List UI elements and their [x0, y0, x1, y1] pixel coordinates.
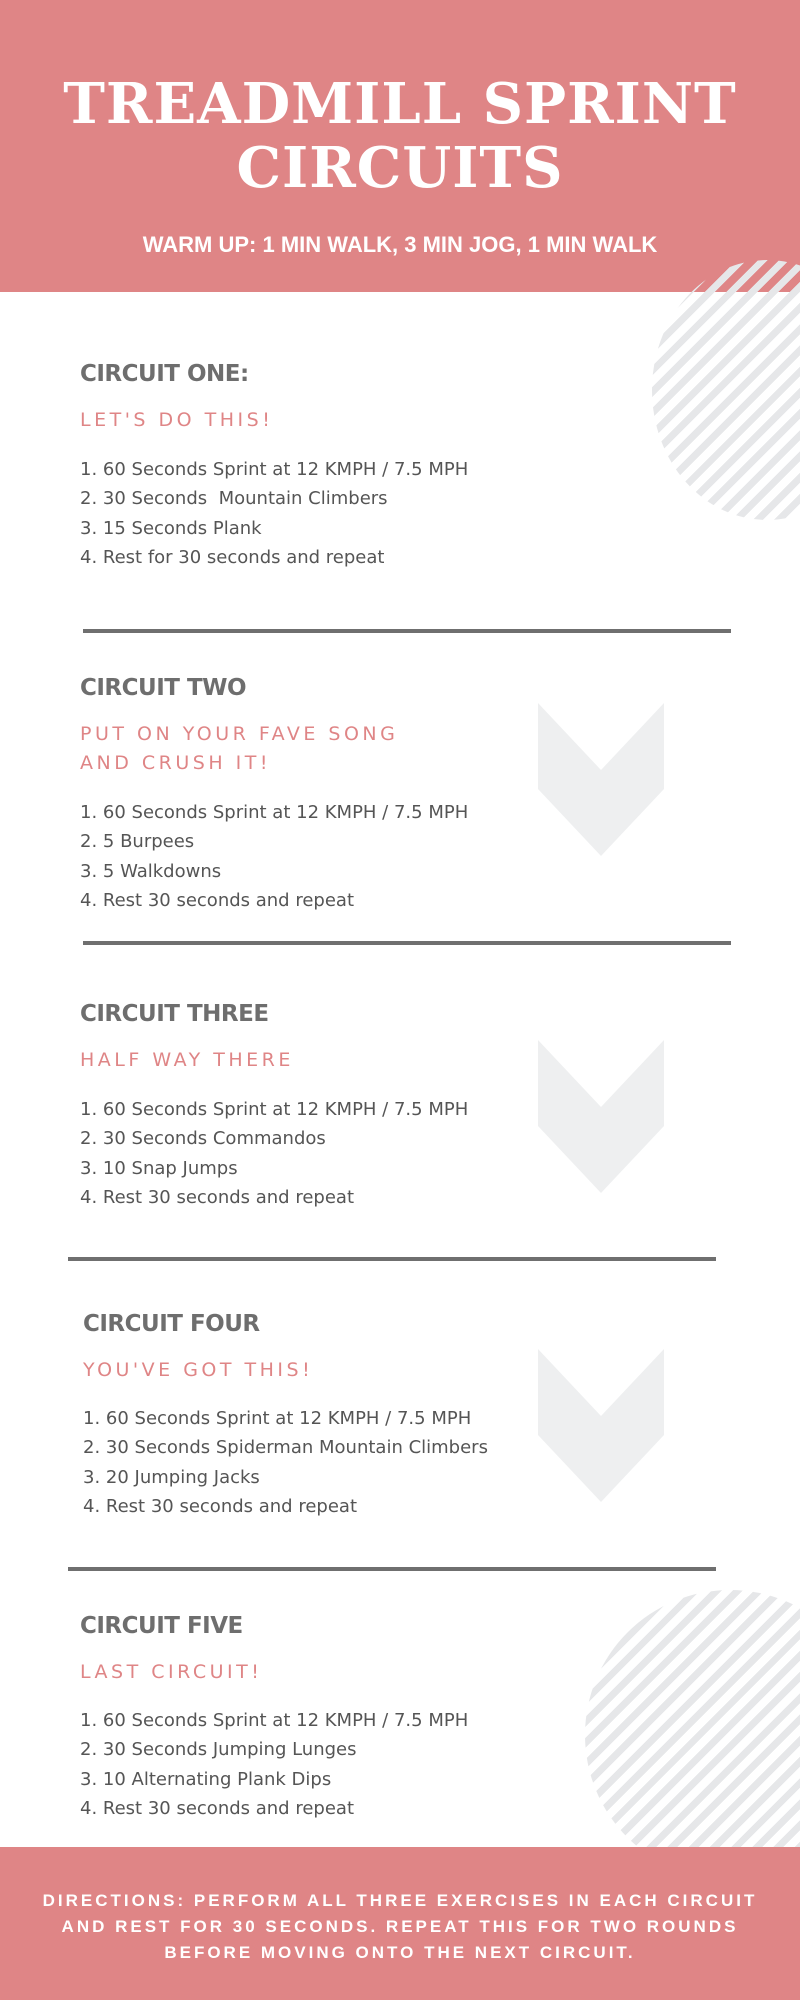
circuit-3-exercise-list [80, 1095, 468, 1212]
list-item: 4. Rest 30 seconds and repeat [80, 1797, 354, 1819]
list-item: 4. Rest 30 seconds and repeat [80, 889, 354, 911]
list-item: 1. 60 Seconds Sprint at 12 KMPH / 7.5 MPH [80, 802, 469, 823]
striped-circle-decoration-bottom [585, 1590, 800, 1880]
circuit-2-exercise-list [80, 798, 468, 915]
circuit-2-tagline-line-1: PUT ON YOUR FAVE SONG [80, 723, 399, 745]
list-item: 2. 30 Seconds Mountain Climbers [80, 488, 388, 510]
section-divider [68, 1567, 716, 1571]
section-divider [68, 1257, 716, 1261]
page-title [0, 72, 800, 200]
circuit-3-tagline: HALF WAY THERE [80, 1049, 294, 1071]
chevron-down-icon [538, 1349, 664, 1502]
circuit-2-title: CIRCUIT TWO [80, 675, 247, 701]
circuit-1-exercise-list [80, 455, 468, 572]
list-item: 2. 30 Seconds Commandos [80, 1128, 326, 1150]
list-item: 3. 10 Alternating Plank Dips [80, 1768, 332, 1790]
circuit-4-exercise-list [83, 1404, 488, 1521]
list-item: 2. 5 Burpees [80, 831, 195, 853]
section-divider [83, 629, 731, 633]
striped-circle-decoration-top [652, 260, 800, 520]
circuit-5-tagline: LAST CIRCUIT! [80, 1661, 263, 1683]
list-item: 1. 60 Seconds Sprint at 12 KMPH / 7.5 MPH [83, 1408, 472, 1429]
directions-text [40, 1888, 760, 1966]
circuit-5-exercise-list [80, 1706, 468, 1823]
directions-line-1: DIRECTIONS: PERFORM ALL THREE EXERCISES IN EACH CIRCUIT [42, 1891, 758, 1910]
list-item: 1. 60 Seconds Sprint at 12 KMPH / 7.5 MPH [80, 1099, 469, 1120]
list-item: 3. 20 Jumping Jacks [83, 1466, 260, 1488]
list-item: 2. 30 Seconds Jumping Lunges [80, 1739, 357, 1761]
list-item: 2. 30 Seconds Spiderman Mountain Climbers [83, 1437, 488, 1459]
list-item: 1. 60 Seconds Sprint at 12 KMPH / 7.5 MPH [80, 1710, 469, 1731]
list-item: 4. Rest 30 seconds and repeat [83, 1495, 357, 1517]
list-item: 3. 5 Walkdowns [80, 860, 222, 882]
directions-line-3: BEFORE MOVING ONTO THE NEXT CIRCUIT. [164, 1943, 636, 1962]
circuit-5-title: CIRCUIT FIVE [80, 1613, 243, 1639]
circuit-1-title: CIRCUIT ONE: [80, 361, 249, 387]
circuit-4-title: CIRCUIT FOUR [83, 1311, 260, 1337]
list-item: 1. 60 Seconds Sprint at 12 KMPH / 7.5 MPH [80, 459, 469, 480]
title-line-2: CIRCUITS [236, 135, 564, 201]
chevron-down-icon [538, 703, 664, 856]
circuit-1-tagline: LET'S DO THIS! [80, 409, 274, 431]
circuit-4-tagline: YOU'VE GOT THIS! [83, 1359, 314, 1381]
circuit-2-tagline [80, 720, 398, 778]
circuit-2-tagline-line-2: AND CRUSH IT! [80, 752, 271, 774]
list-item: 4. Rest 30 seconds and repeat [80, 1186, 354, 1208]
title-line-1: TREADMILL SPRINT [63, 71, 737, 137]
header-banner [0, 0, 800, 292]
directions-line-2: AND REST FOR 30 SECONDS. REPEAT THIS FOR TWO ROUNDS [61, 1917, 739, 1936]
section-divider [83, 941, 731, 945]
list-item: 3. 15 Seconds Plank [80, 517, 262, 539]
warmup-text: WARM UP: 1 MIN WALK, 3 MIN JOG, 1 MIN WALK [142, 232, 658, 257]
list-item: 4. Rest for 30 seconds and repeat [80, 546, 385, 568]
list-item: 3. 10 Snap Jumps [80, 1157, 238, 1179]
chevron-down-icon [538, 1040, 664, 1193]
circuit-3-title: CIRCUIT THREE [80, 1001, 269, 1027]
